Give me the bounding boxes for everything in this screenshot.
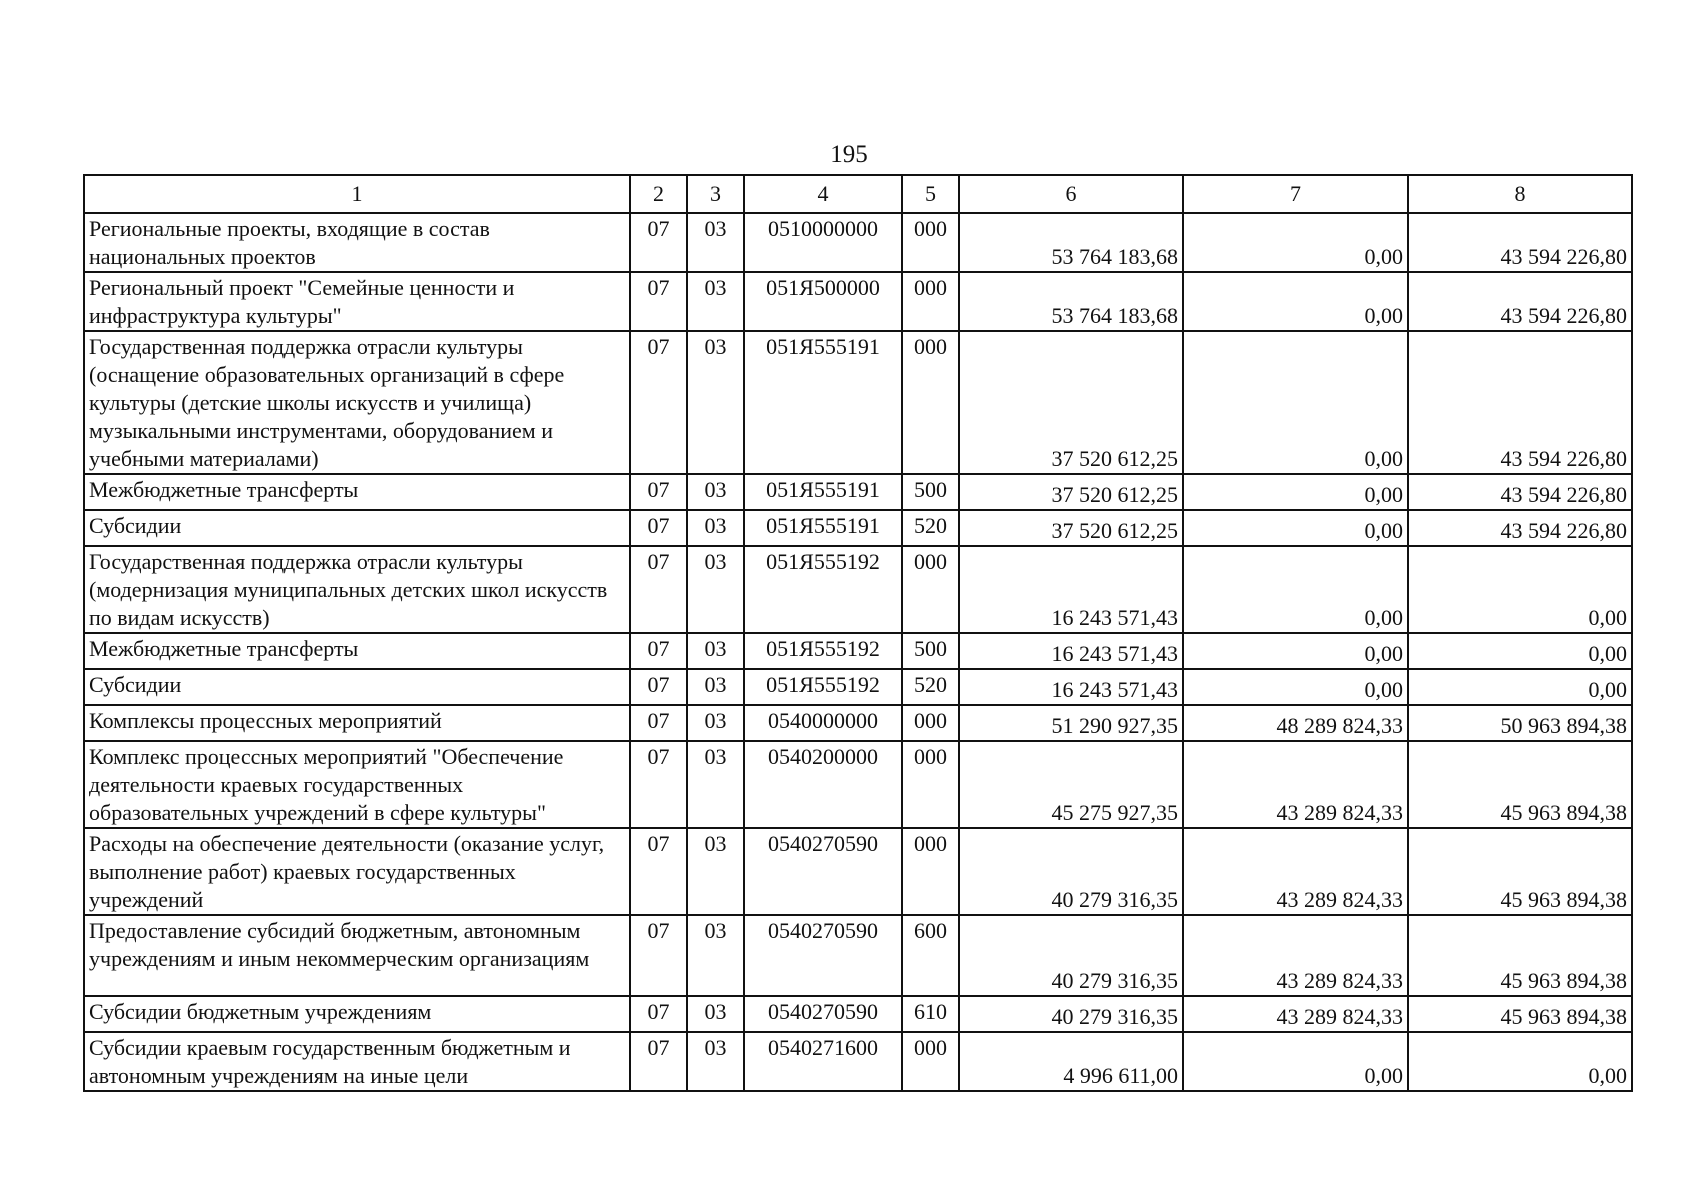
section-code: 07 <box>630 705 687 741</box>
amount-col-8: 0,00 <box>1408 669 1632 705</box>
table-row <box>84 331 1632 474</box>
target-article-code: 051Я555191 <box>744 510 902 546</box>
expense-type-code: 000 <box>902 213 959 272</box>
item-name: Межбюджетные трансферты <box>84 633 630 669</box>
item-name: Государственная поддержка отрасли культуры (оснащение образовательных организаций в сфере культуры (детские школы искусств и училища) музыкальными инструментами, оборудованием и учебными материалами) <box>84 331 630 474</box>
amount-col-6: 40 279 316,35 <box>959 996 1183 1032</box>
amount-col-8: 45 963 894,38 <box>1408 915 1632 996</box>
section-code: 07 <box>630 213 687 272</box>
item-name: Субсидии <box>84 510 630 546</box>
table-row <box>84 669 1632 705</box>
amount-col-8: 45 963 894,38 <box>1408 828 1632 915</box>
amount-col-7: 43 289 824,33 <box>1183 996 1408 1032</box>
expense-type-code: 000 <box>902 546 959 633</box>
subsection-code: 03 <box>687 272 744 331</box>
section-code: 07 <box>630 474 687 510</box>
table-row <box>84 510 1632 546</box>
target-article-code: 051Я555191 <box>744 331 902 474</box>
column-header-7: 7 <box>1183 175 1408 213</box>
target-article-code: 0540200000 <box>744 741 902 828</box>
expense-type-code: 000 <box>902 741 959 828</box>
target-article-code: 051Я555192 <box>744 669 902 705</box>
expense-type-code: 520 <box>902 669 959 705</box>
amount-col-6: 53 764 183,68 <box>959 213 1183 272</box>
target-article-code: 051Я500000 <box>744 272 902 331</box>
subsection-code: 03 <box>687 510 744 546</box>
amount-col-6: 16 243 571,43 <box>959 669 1183 705</box>
table-row <box>84 474 1632 510</box>
column-header-4: 4 <box>744 175 902 213</box>
amount-col-7: 48 289 824,33 <box>1183 705 1408 741</box>
target-article-code: 0540000000 <box>744 705 902 741</box>
target-article-code: 0510000000 <box>744 213 902 272</box>
item-name: Региональные проекты, входящие в состав национальных проектов <box>84 213 630 272</box>
amount-col-7: 0,00 <box>1183 331 1408 474</box>
amount-col-6: 53 764 183,68 <box>959 272 1183 331</box>
expense-type-code: 000 <box>902 272 959 331</box>
column-header-1: 1 <box>84 175 630 213</box>
expense-type-code: 000 <box>902 828 959 915</box>
expense-type-code: 500 <box>902 633 959 669</box>
expense-type-code: 500 <box>902 474 959 510</box>
table-row <box>84 705 1632 741</box>
amount-col-6: 16 243 571,43 <box>959 546 1183 633</box>
item-name: Межбюджетные трансферты <box>84 474 630 510</box>
subsection-code: 03 <box>687 705 744 741</box>
amount-col-7: 43 289 824,33 <box>1183 915 1408 996</box>
subsection-code: 03 <box>687 213 744 272</box>
target-article-code: 051Я555192 <box>744 633 902 669</box>
amount-col-8: 43 594 226,80 <box>1408 213 1632 272</box>
amount-col-8: 50 963 894,38 <box>1408 705 1632 741</box>
table-row <box>84 828 1632 915</box>
subsection-code: 03 <box>687 474 744 510</box>
target-article-code: 0540271600 <box>744 1032 902 1091</box>
amount-col-7: 43 289 824,33 <box>1183 828 1408 915</box>
amount-col-8: 0,00 <box>1408 633 1632 669</box>
table-row <box>84 213 1632 272</box>
header-row <box>84 175 1632 213</box>
table-row <box>84 741 1632 828</box>
page-number: 195 <box>830 141 868 168</box>
target-article-code: 0540270590 <box>744 915 902 996</box>
target-article-code: 0540270590 <box>744 828 902 915</box>
amount-col-8: 45 963 894,38 <box>1408 741 1632 828</box>
item-name: Комплекс процессных мероприятий "Обеспечение деятельности краевых государственных образовательных учреждений в сфере культуры" <box>84 741 630 828</box>
section-code: 07 <box>630 633 687 669</box>
expense-type-code: 600 <box>902 915 959 996</box>
amount-col-6: 40 279 316,35 <box>959 915 1183 996</box>
section-code: 07 <box>630 1032 687 1091</box>
item-name: Государственная поддержка отрасли культуры (модернизация муниципальных детских школ искусств по видам искусств) <box>84 546 630 633</box>
item-name: Субсидии бюджетным учреждениям <box>84 996 630 1032</box>
column-header-8: 8 <box>1408 175 1632 213</box>
amount-col-6: 4 996 611,00 <box>959 1032 1183 1091</box>
amount-col-6: 37 520 612,25 <box>959 474 1183 510</box>
table-row <box>84 546 1632 633</box>
amount-col-7: 0,00 <box>1183 510 1408 546</box>
section-code: 07 <box>630 915 687 996</box>
amount-col-8: 43 594 226,80 <box>1408 510 1632 546</box>
section-code: 07 <box>630 331 687 474</box>
subsection-code: 03 <box>687 996 744 1032</box>
amount-col-7: 0,00 <box>1183 669 1408 705</box>
amount-col-6: 37 520 612,25 <box>959 331 1183 474</box>
amount-col-6: 45 275 927,35 <box>959 741 1183 828</box>
subsection-code: 03 <box>687 1032 744 1091</box>
expense-type-code: 000 <box>902 1032 959 1091</box>
amount-col-6: 37 520 612,25 <box>959 510 1183 546</box>
subsection-code: 03 <box>687 741 744 828</box>
amount-col-7: 0,00 <box>1183 474 1408 510</box>
target-article-code: 0540270590 <box>744 996 902 1032</box>
expense-type-code: 520 <box>902 510 959 546</box>
amount-col-7: 0,00 <box>1183 546 1408 633</box>
subsection-code: 03 <box>687 546 744 633</box>
column-header-6: 6 <box>959 175 1183 213</box>
amount-col-8: 43 594 226,80 <box>1408 272 1632 331</box>
target-article-code: 051Я555192 <box>744 546 902 633</box>
table-header <box>84 175 1632 213</box>
amount-col-8: 43 594 226,80 <box>1408 331 1632 474</box>
column-header-3: 3 <box>687 175 744 213</box>
amount-col-7: 0,00 <box>1183 633 1408 669</box>
amount-col-7: 0,00 <box>1183 1032 1408 1091</box>
target-article-code: 051Я555191 <box>744 474 902 510</box>
table-row <box>84 996 1632 1032</box>
amount-col-8: 43 594 226,80 <box>1408 474 1632 510</box>
section-code: 07 <box>630 546 687 633</box>
amount-col-7: 43 289 824,33 <box>1183 741 1408 828</box>
column-header-2: 2 <box>630 175 687 213</box>
subsection-code: 03 <box>687 633 744 669</box>
item-name: Субсидии <box>84 669 630 705</box>
item-name: Региональный проект "Семейные ценности и инфраструктура культуры" <box>84 272 630 331</box>
section-code: 07 <box>630 828 687 915</box>
column-header-5: 5 <box>902 175 959 213</box>
table-row <box>84 1032 1632 1091</box>
amount-col-8: 45 963 894,38 <box>1408 996 1632 1032</box>
amount-col-6: 16 243 571,43 <box>959 633 1183 669</box>
amount-col-8: 0,00 <box>1408 546 1632 633</box>
budget-table <box>83 174 1633 1092</box>
section-code: 07 <box>630 741 687 828</box>
amount-col-7: 0,00 <box>1183 213 1408 272</box>
expense-type-code: 000 <box>902 705 959 741</box>
item-name: Расходы на обеспечение деятельности (оказание услуг, выполнение работ) краевых государственных учреждений <box>84 828 630 915</box>
table-row <box>84 915 1632 996</box>
table-row <box>84 633 1632 669</box>
section-code: 07 <box>630 272 687 331</box>
section-code: 07 <box>630 996 687 1032</box>
amount-col-8: 0,00 <box>1408 1032 1632 1091</box>
section-code: 07 <box>630 669 687 705</box>
amount-col-6: 51 290 927,35 <box>959 705 1183 741</box>
subsection-code: 03 <box>687 669 744 705</box>
subsection-code: 03 <box>687 828 744 915</box>
subsection-code: 03 <box>687 915 744 996</box>
section-code: 07 <box>630 510 687 546</box>
table-row <box>84 272 1632 331</box>
subsection-code: 03 <box>687 331 744 474</box>
item-name: Предоставление субсидий бюджетным, автономным учреждениям и иным некоммерческим организациям <box>84 915 630 996</box>
item-name: Субсидии краевым государственным бюджетным и автономным учреждениям на иные цели <box>84 1032 630 1091</box>
expense-type-code: 000 <box>902 331 959 474</box>
item-name: Комплексы процессных мероприятий <box>84 705 630 741</box>
expense-type-code: 610 <box>902 996 959 1032</box>
amount-col-6: 40 279 316,35 <box>959 828 1183 915</box>
amount-col-7: 0,00 <box>1183 272 1408 331</box>
table-body <box>84 213 1632 1091</box>
